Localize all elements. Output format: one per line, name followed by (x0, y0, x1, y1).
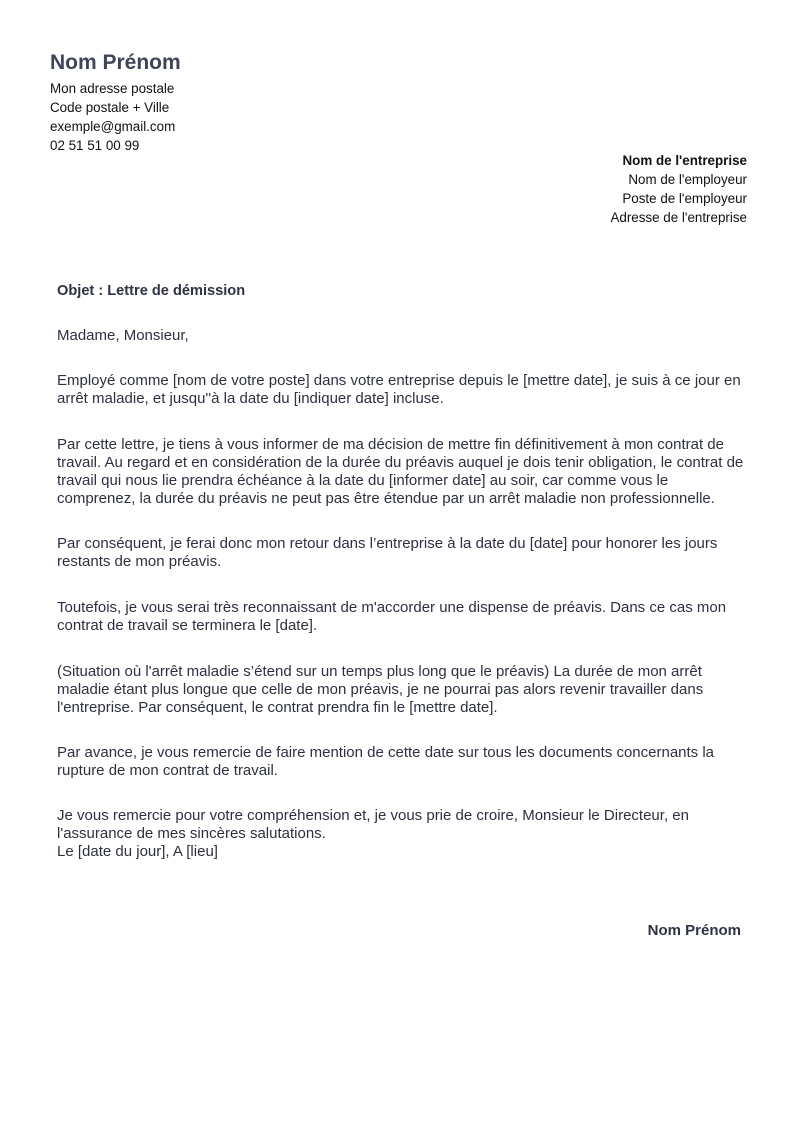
recipient-company-address: Adresse de l'entreprise (610, 210, 747, 225)
sender-block (50, 50, 181, 155)
paragraph-documents: Par avance, je vous remercie de faire mention de cette date sur tous les documents concernants la rupture de mon contrat de travail. (57, 744, 715, 779)
paragraph-decision: Par cette lettre, je tiens à vous informer de ma décision de mettre fin définitivement à mon contrat de travail. Au regard et en considération de la durée du préavis auquel je dois tenir obligation, le contrat de travail qui nous lie prendra échéance à la date du [informer date] au soir, car comme vous le comprenez, la durée du préavis ne peut pas être étendue par un arrêt maladie non professionnelle. (57, 436, 744, 507)
sender-name: Nom Prénom (50, 51, 181, 74)
sender-phone: 02 51 51 00 99 (50, 138, 140, 153)
sender-address: Mon adresse postale (50, 81, 175, 96)
letter-body (57, 281, 747, 861)
letter-salutation: Madame, Monsieur, (57, 327, 189, 344)
paragraph-closing: Je vous remercie pour votre compréhension et, je vous prie de croire, Monsieur le Directeur, en l'assurance de mes sincères salutations. (57, 807, 689, 842)
paragraph-return: Par conséquent, je ferai donc mon retour dans l’entreprise à la date du [date] pour honorer les jours restants de mon préavis. (57, 535, 718, 570)
paragraph-long-leave: (Situation où l'arrêt maladie s’étend sur un temps plus long que le préavis) La durée de mon arrêt maladie étant plus longue que celle de mon préavis, je ne pourrai pas alors revenir travailler dans l'entreprise. Par conséquent, le contrat prendra fin le [mettre date]. (57, 663, 704, 716)
recipient-company: Nom de l'entreprise (622, 153, 747, 168)
recipient-employer-name: Nom de l'employeur (628, 172, 747, 187)
date-place: Le [date du jour], A [lieu] (57, 843, 218, 860)
paragraph-dispensation: Toutefois, je vous serai très reconnaissant de m'accorder une dispense de préavis. Dans ce cas mon contrat de travail se terminera le [date]. (57, 599, 727, 634)
recipient-block (610, 151, 747, 227)
sender-email: exemple@gmail.com (50, 119, 176, 134)
letter-subject: Objet : Lettre de démission (57, 283, 246, 299)
signature: Nom Prénom (647, 922, 741, 939)
paragraph-employment: Employé comme [nom de votre poste] dans votre entreprise depuis le [mettre date], je suis à ce jour en arrêt maladie, et jusqu''à la date du [indiquer date] incluse. (57, 372, 741, 407)
recipient-employer-position: Poste de l'employeur (622, 191, 747, 206)
sender-postal-city: Code postale + Ville (50, 100, 170, 115)
